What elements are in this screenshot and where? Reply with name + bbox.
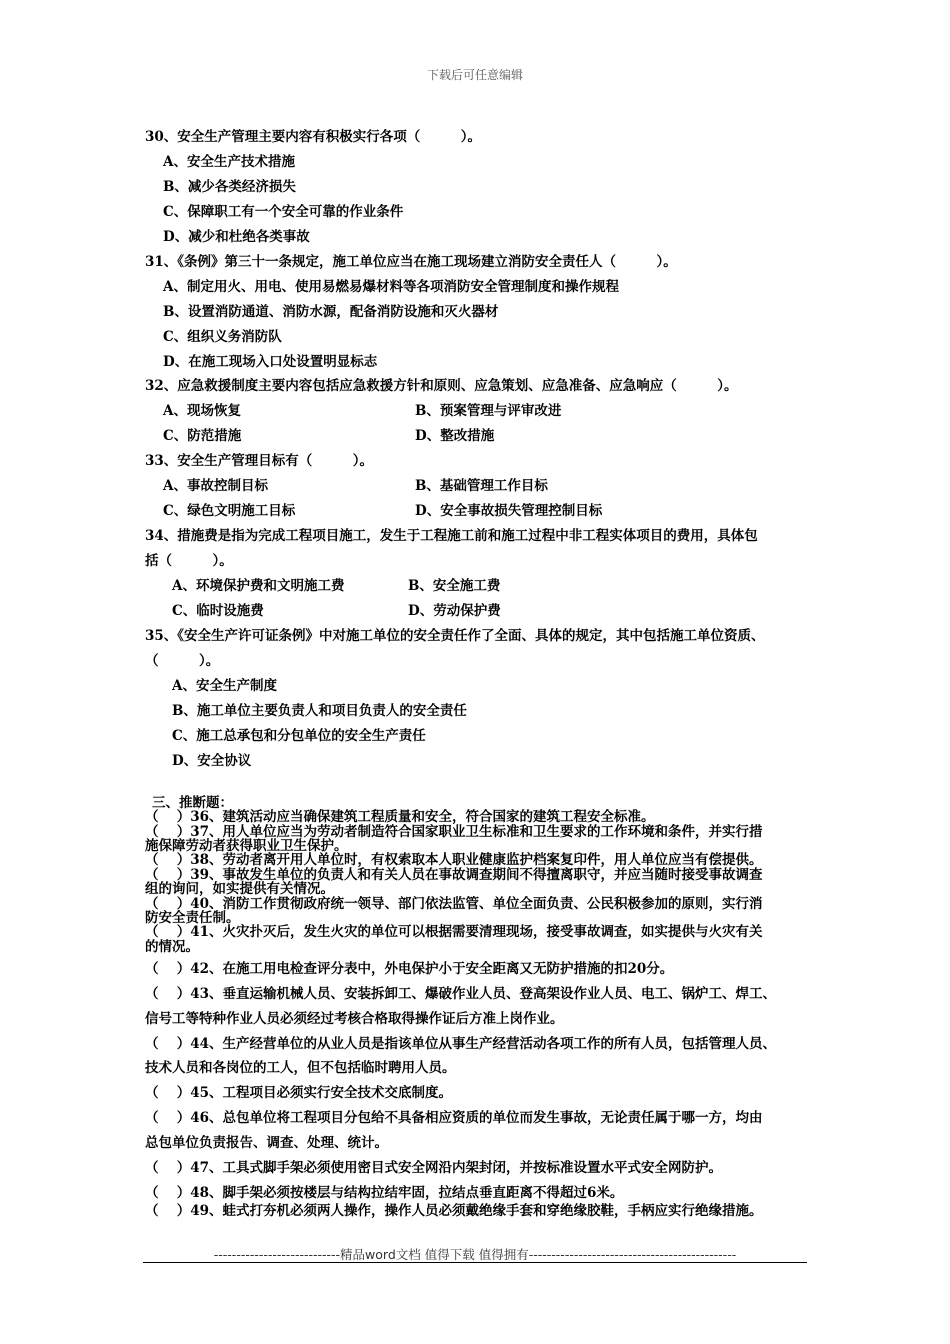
section-3-title: 三、推断题： bbox=[152, 795, 233, 811]
judgment-43: （ ）43、垂直运输机械人员、安装拆卸工、爆破作业人员、登高架设作业人员、电工、锅炉工、焊工、 bbox=[145, 986, 776, 1002]
judgment-44: （ ）44、生产经营单位的从业人员是指该单位从事生产经营活动各项工作的所有人员，包括管理人员、 bbox=[145, 1036, 776, 1052]
question-31-option-a: A、制定用火、用电、使用易燃易爆材料等各项消防安全管理制度和操作规程 bbox=[163, 279, 619, 295]
question-32-option-c: C、防范措施 bbox=[163, 428, 242, 444]
judgment-39: （ ）39、事故发生单位的负责人和有关人员在事故调查期间不得擅离职守，并应当随时接受事故调查 bbox=[145, 867, 763, 883]
question-34-option-d: D、劳动保护费 bbox=[408, 603, 501, 619]
question-30-stem: 30、安全生产管理主要内容有积极实行各项（ ）。 bbox=[145, 129, 482, 145]
question-33-option-d: D、安全事故损失管理控制目标 bbox=[415, 503, 603, 519]
question-30-option-c: C、保障职工有一个安全可靠的作业条件 bbox=[163, 204, 404, 220]
question-34-option-c: C、临时设施费 bbox=[172, 603, 264, 619]
judgment-46: （ ）46、总包单位将工程项目分包给不具备相应资质的单位而发生事故，无论责任属于哪一方，均由 bbox=[145, 1110, 763, 1126]
question-34-stem: 34、措施费是指为完成工程项目施工，发生于工程施工前和施工过程中非工程实体项目的费用，具体包 bbox=[145, 528, 758, 544]
judgment-40-continued: 防安全责任制。 bbox=[145, 910, 240, 926]
question-30-option-d: D、减少和杜绝各类事故 bbox=[163, 229, 310, 245]
question-33-stem: 33、安全生产管理目标有（ ）。 bbox=[145, 453, 374, 469]
question-31-option-c: C、组织义务消防队 bbox=[163, 329, 282, 345]
judgment-42: （ ）42、在施工用电检查评分表中，外电保护小于安全距离又无防护措施的扣20分。 bbox=[145, 961, 674, 977]
question-32-option-a: A、现场恢复 bbox=[163, 403, 241, 419]
judgment-38: （ ）38、劳动者离开用人单位时，有权索取本人职业健康监护档案复印件，用人单位应当有偿提供。 bbox=[145, 852, 763, 868]
question-35-option-c: C、施工总承包和分包单位的安全生产责任 bbox=[172, 728, 426, 744]
judgment-44-continued: 技术人员和各岗位的工人，但不包括临时聘用人员。 bbox=[145, 1060, 456, 1076]
question-33-option-a: A、事故控制目标 bbox=[163, 478, 268, 494]
question-32-option-d: D、整改措施 bbox=[415, 428, 495, 444]
question-32-stem: 32、应急救援制度主要内容包括应急救援方针和原则、应急策划、应急准备、应急响应（ ）。 bbox=[145, 378, 738, 394]
question-35-stem: 35、《安全生产许可证条例》中对施工单位的安全责任作了全面、具体的规定，其中包括施工单位资质、 bbox=[145, 628, 765, 644]
judgment-37-continued: 施保障劳动者获得职业卫生保护。 bbox=[145, 838, 348, 854]
question-35-stem-continued: （ ）。 bbox=[145, 653, 220, 669]
question-35-option-b: B、施工单位主要负责人和项目负责人的安全责任 bbox=[172, 703, 467, 719]
question-31-option-d: D、在施工现场入口处设置明显标志 bbox=[163, 354, 378, 370]
question-35-option-d: D、安全协议 bbox=[172, 753, 252, 769]
judgment-43-continued: 信号工等特种作业人员必须经过考核合格取得操作证后方准上岗作业。 bbox=[145, 1011, 564, 1027]
question-34-stem-continued: 括（ ）。 bbox=[145, 553, 233, 569]
judgment-48: （ ）48、脚手架必须按楼层与结构拉结牢固，拉结点垂直距离不得超过6米。 bbox=[145, 1185, 624, 1201]
question-30-option-b: B、减少各类经济损失 bbox=[163, 179, 296, 195]
judgment-45: （ ）45、工程项目必须实行安全技术交底制度。 bbox=[145, 1085, 452, 1101]
page-header: 下载后可任意编辑 bbox=[426, 68, 523, 82]
judgment-36: （ ）36、建筑活动应当确保建筑工程质量和安全，符合国家的建筑工程安全标准。 bbox=[145, 809, 655, 825]
question-33-option-b: B、基础管理工作目标 bbox=[415, 478, 548, 494]
judgment-41: （ ）41、火灾扑灭后，发生火灾的单位可以根据需要清理现场，接受事故调查，如实提供与火灾有关 bbox=[145, 924, 763, 940]
judgment-41-continued: 的情况。 bbox=[145, 939, 199, 955]
question-35-option-a: A、安全生产制度 bbox=[172, 678, 277, 694]
question-34-option-a: A、环境保护费和文明施工费 bbox=[172, 578, 345, 594]
question-32-option-b: B、预案管理与评审改进 bbox=[415, 403, 562, 419]
question-30-option-a: A、安全生产技术措施 bbox=[163, 154, 295, 170]
judgment-47: （ ）47、工具式脚手架必须使用密目式安全网沿内架封闭，并按标准设置水平式安全网防护。 bbox=[145, 1160, 722, 1176]
page-footer: ----------------------------精品word文档 值得下载 值得拥有---------------------------------------------- bbox=[213, 1247, 737, 1262]
question-33-option-c: C、绿色文明施工目标 bbox=[163, 503, 296, 519]
question-31-stem: 31、《条例》第三十一条规定，施工单位应当在施工现场建立消防安全责任人（ ）。 bbox=[145, 254, 677, 270]
footer-rule bbox=[143, 1262, 807, 1263]
judgment-46-continued: 总包单位负责报告、调查、处理、统计。 bbox=[145, 1135, 388, 1151]
question-31-option-b: B、设置消防通道、消防水源，配备消防设施和灭火器材 bbox=[163, 304, 499, 320]
judgment-37: （ ）37、用人单位应当为劳动者制造符合国家职业卫生标准和卫生要求的工作环境和条件，并实行措 bbox=[145, 824, 763, 840]
question-34-option-b: B、安全施工费 bbox=[408, 578, 501, 594]
judgment-40: （ ）40、消防工作贯彻政府统一领导、部门依法监管、单位全面负责、公民积极参加的原则，实行消 bbox=[145, 896, 763, 912]
judgment-49: （ ）49、蛙式打夯机必须两人操作，操作人员必须戴绝缘手套和穿绝缘胶鞋，手柄应实行绝缘措施。 bbox=[145, 1203, 763, 1219]
judgment-39-continued: 组的询问，如实提供有关情况。 bbox=[145, 881, 334, 897]
